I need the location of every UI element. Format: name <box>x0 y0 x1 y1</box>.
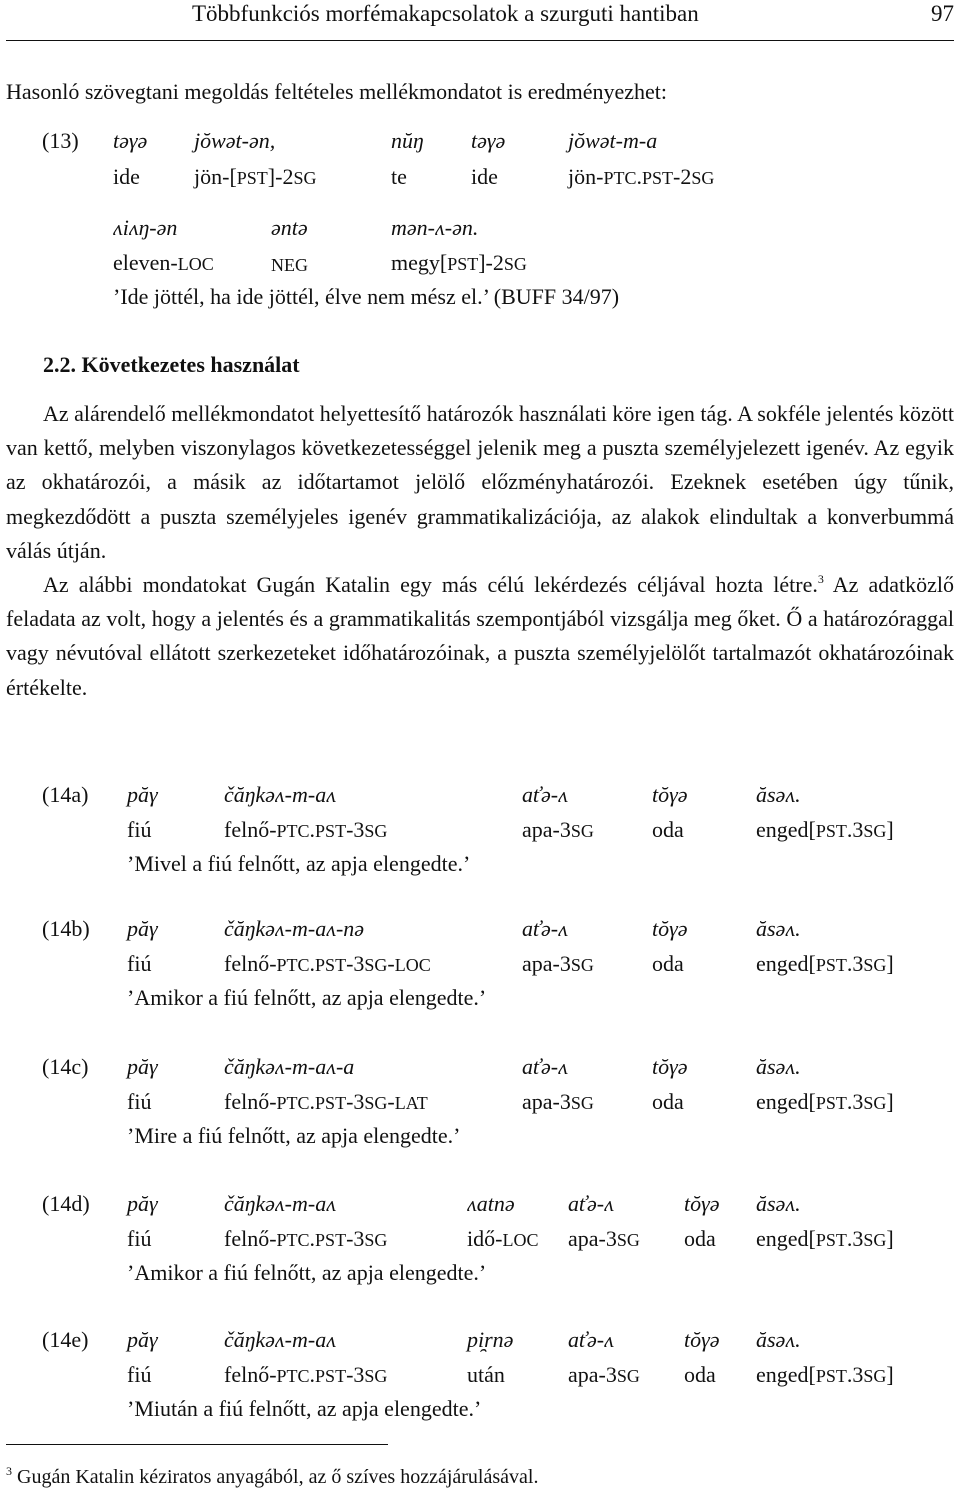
word: jŏwət-m-a <box>568 128 658 153</box>
word: păγ <box>127 916 158 941</box>
gloss-line-morphemes <box>0 1361 900 1389</box>
gloss-line-morphemes <box>0 1088 900 1116</box>
gloss: NEG <box>271 255 308 275</box>
word: čăŋkəʌ-m-aʌ-nə <box>224 916 365 941</box>
gloss-line-morphemes <box>0 249 900 277</box>
translation: ’Miután a fiú felnőtt, az apja elengedte.’ <box>127 1396 482 1421</box>
word: nŭŋ <box>391 128 424 153</box>
gloss-line-original <box>0 781 900 809</box>
translation: ’Amikor a fiú felnőtt, az apja elengedte.’ <box>127 985 487 1010</box>
word: ăsəʌ. <box>756 782 801 807</box>
word: əntə <box>271 215 308 240</box>
word: tŏγə <box>652 1054 688 1079</box>
gloss: eleven-LOC <box>113 250 214 275</box>
intro-sentence: Hasonló szövegtani megoldás feltételes mellékmondatot is eredményezhet: <box>6 79 668 104</box>
word: ăsəʌ. <box>756 916 801 941</box>
example-number: (14e) <box>42 1327 89 1352</box>
gloss-line-original <box>0 1326 900 1354</box>
word: aťə-ʌ <box>568 1327 614 1352</box>
gloss: oda <box>684 1226 716 1251</box>
word: mən-ʌ-ən. <box>391 215 479 240</box>
gloss-line-original <box>0 1053 900 1081</box>
translation: ’Mire a fiú felnőtt, az apja elengedte.’ <box>127 1123 461 1148</box>
gloss: apa-3SG <box>568 1226 640 1251</box>
gloss: ide <box>471 164 498 189</box>
gloss-line-original <box>0 1190 900 1218</box>
example-number: (13) <box>42 128 79 153</box>
gloss: felnő-PTC.PST-3SG <box>224 1362 388 1387</box>
word: təγə <box>113 128 148 153</box>
footnote-text: Gugán Katalin kéziratos anyagából, az ő szíves hozzájárulásával. <box>17 1466 539 1488</box>
word: tŏγə <box>652 782 688 807</box>
word: čăŋkəʌ-m-aʌ-a <box>224 1054 355 1079</box>
word: aťə-ʌ <box>568 1191 614 1216</box>
footnote-divider <box>6 1444 388 1445</box>
gloss: enged[PST.3SG] <box>756 1089 894 1114</box>
gloss: fiú <box>127 817 152 842</box>
example-number: (14d) <box>42 1191 90 1216</box>
word: tŏγə <box>652 916 688 941</box>
gloss: jön-PTC.PST-2SG <box>568 164 715 189</box>
example-14b <box>0 915 960 1015</box>
word: čăŋkəʌ-m-aʌ <box>224 782 336 807</box>
word: čăŋkəʌ-m-aʌ <box>224 1327 336 1352</box>
section-heading: 2.2. Következetes használat <box>43 352 300 377</box>
word: tŏγə <box>684 1327 720 1352</box>
footnote-reference[interactable]: 3 <box>817 572 824 587</box>
translation: ’Amikor a fiú felnőtt, az apja elengedte.’ <box>127 1260 487 1285</box>
gloss: enged[PST.3SG] <box>756 1226 894 1251</box>
word: pi̯rnə <box>467 1327 514 1352</box>
paragraph <box>6 397 954 705</box>
word: aťə-ʌ <box>522 916 568 941</box>
word: təγə <box>471 128 506 153</box>
translation: ’Ide jöttél, ha ide jöttél, élve nem mész el.’ (BUFF 34/97) <box>113 284 620 309</box>
page-number: 97 <box>931 1 954 26</box>
gloss: idő-LOC <box>467 1226 539 1251</box>
gloss-line-original <box>0 214 900 242</box>
gloss-line-morphemes <box>0 1225 900 1253</box>
gloss: fiú <box>127 1226 152 1251</box>
example-number: (14a) <box>42 782 89 807</box>
example-14a <box>0 781 960 881</box>
word: ʌiʌŋ-ən <box>113 215 178 240</box>
gloss: felnő-PTC.PST-3SG-LAT <box>224 1089 428 1114</box>
word: păγ <box>127 1054 158 1079</box>
running-header <box>6 0 954 41</box>
word: păγ <box>127 1191 158 1216</box>
running-title: Többfunkciós morfémakapcsolatok a szurguti hantiban <box>192 1 699 26</box>
gloss: fiú <box>127 951 152 976</box>
gloss: felnő-PTC.PST-3SG <box>224 817 388 842</box>
example-number: (14b) <box>42 916 90 941</box>
paragraph-text: Az alárendelő mellékmondatot helyettesítő határozók használati köre igen tág. A sokféle jelentés között van kettő, melyben viszonylagos következetességgel jelenik meg a puszta személyjelezett igenév. Az egyik az okhatározói, a másik az időtartamot jelölő előzményhatározói. Ezeknek esetében úgy tűnik, megkezdődött a puszta személyjeles igenév grammatikalizációja, az alakok elindultak a konverbummá válás útján. <box>6 401 954 563</box>
word: aťə-ʌ <box>522 782 568 807</box>
gloss: enged[PST.3SG] <box>756 951 894 976</box>
gloss: apa-3SG <box>522 817 594 842</box>
gloss: oda <box>652 951 684 976</box>
gloss-line-morphemes <box>0 816 900 844</box>
word: tŏγə <box>684 1191 720 1216</box>
word: ăsəʌ. <box>756 1327 801 1352</box>
example-14c <box>0 1053 960 1153</box>
gloss: enged[PST.3SG] <box>756 817 894 842</box>
example-14d <box>0 1190 960 1290</box>
word: čăŋkəʌ-m-aʌ <box>224 1191 336 1216</box>
gloss: jön-[PST]-2SG <box>194 164 317 189</box>
word: jŏwət-ən, <box>194 128 276 153</box>
gloss-line-original <box>0 127 900 155</box>
example-number: (14c) <box>42 1054 89 1079</box>
gloss: enged[PST.3SG] <box>756 1362 894 1387</box>
gloss: felnő-PTC.PST-3SG-LOC <box>224 951 431 976</box>
gloss: oda <box>684 1362 716 1387</box>
gloss: oda <box>652 1089 684 1114</box>
word: păγ <box>127 1327 158 1352</box>
word: păγ <box>127 782 158 807</box>
gloss: megy[PST]-2SG <box>391 250 527 275</box>
gloss: után <box>467 1362 505 1387</box>
gloss: fiú <box>127 1089 152 1114</box>
gloss: apa-3SG <box>522 951 594 976</box>
gloss: te <box>391 164 407 189</box>
gloss-line-morphemes <box>0 163 900 191</box>
translation: ’Mivel a fiú felnőtt, az apja elengedte.’ <box>127 851 471 876</box>
gloss: apa-3SG <box>522 1089 594 1114</box>
gloss: felnő-PTC.PST-3SG <box>224 1226 388 1251</box>
gloss-line-original <box>0 915 900 943</box>
gloss: oda <box>652 817 684 842</box>
example-14e <box>0 1326 960 1426</box>
word: ʌatnə <box>467 1191 515 1216</box>
footnote-number: 3 <box>6 1464 12 1478</box>
example-13 <box>0 127 960 317</box>
gloss: fiú <box>127 1362 152 1387</box>
word: ăsəʌ. <box>756 1191 801 1216</box>
paragraph-text: Az alábbi mondatokat Gugán Katalin egy más célú lekérdezés céljával hozta létre.$^3$ Az adatközlő feladata az volt, hogy a jelentés és a grammatikalitás szempontjából vizsgálja meg őket. Ő a határozóraggal vagy névutóval ellátott szerkezeteket időhatározóinak, a puszta személyjelölőt tartalmazót okhatározóinak értékelte. <box>6 572 954 700</box>
gloss: ide <box>113 164 140 189</box>
word: ăsəʌ. <box>756 1054 801 1079</box>
gloss: apa-3SG <box>568 1362 640 1387</box>
gloss-line-morphemes <box>0 950 900 978</box>
word: aťə-ʌ <box>522 1054 568 1079</box>
footnote <box>6 1457 538 1491</box>
